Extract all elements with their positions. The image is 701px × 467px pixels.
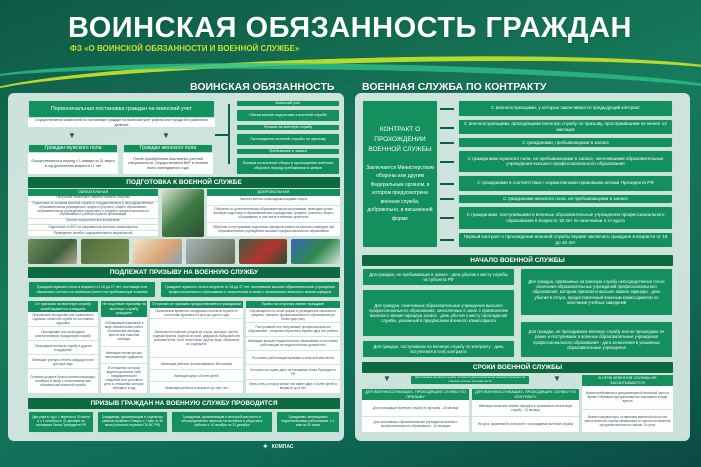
start-right <box>520 268 673 358</box>
brand-name: КОМПАС <box>271 443 294 450</box>
contract-item: Первый контракт о прохождении военной службы вправе заключать граждане в возрасте от 18 до 40 лет <box>458 232 673 249</box>
column-title: От призыва на военную службу освобождаются граждане <box>28 301 98 312</box>
conscription-group: Граждане мужского пола в возрасте от 18 до 27 лет, окончившие высшие образовательные учреждения профессионального образования и зачисленные в запас с присвоением воинского звания офицера <box>160 281 340 298</box>
duty-item: Призыв на военные сборы и прохождение военных сборов в период пребывания в запасе <box>236 157 340 175</box>
contract-item: С гражданами в соответствии с нормативными правовыми актами Президента РФ <box>458 175 673 192</box>
male-title: Граждан мужского пола <box>28 144 118 153</box>
exempt-column <box>28 301 98 394</box>
prep-voluntary-title: ДОБРОВОЛЬНАЯ <box>207 189 340 196</box>
prep-bar: ПОДГОТОВКА К ВОЕННОЙ СЛУЖБЕ <box>28 177 340 188</box>
connector-line <box>215 134 229 136</box>
photo-soldier <box>162 189 204 237</box>
column-title: В СРОК ВОЕННОЙ СЛУЖБЫ НЕ ЗАСЧИТЫВАЮТСЯ <box>582 375 673 386</box>
column-item: В отношении которых ведется дознание либо предварительное следствие или уголовное дело в отношении которых передано в суд <box>101 364 147 394</box>
male-text: Осуществляется в период с 1 января по 31 марта в год достижения возраста 17 лет <box>28 153 118 175</box>
arrow-right-icon <box>440 239 454 241</box>
contract-items <box>438 100 673 248</box>
column-item: Поступившие или получившие профессиональное образование - на время обучения и первых двух лет работы <box>246 323 340 337</box>
start-item: Для граждан, не пребывающих в запасе - день убытия к месту службы из субъекта РФ <box>362 268 515 286</box>
column-item: Имеющим ребенка, воспитываемого без матери <box>150 358 243 370</box>
photo-medical <box>133 239 182 264</box>
column-title: Не подлежат призыву на военную службу граждане <box>102 302 146 316</box>
start-bar: НАЧАЛО ВОЕННОЙ СЛУЖБЫ <box>362 255 673 266</box>
column-title: Отсрочка от призыва предоставляется гражданам <box>150 301 243 308</box>
terms-columns <box>362 375 673 433</box>
duty-item: Воинский учет <box>236 100 340 107</box>
arrow-right-icon <box>440 183 454 185</box>
prep-mandatory-title: ОБЯЗАТЕЛЬНАЯ <box>28 189 158 196</box>
column-item: Время пребывания в дисциплинарной воинской части и время отбывания дисциплинарного взыскания в виде ареста <box>582 386 673 409</box>
contract-item: С гражданами, поступившими в военные образовательные учреждения профессионального образования в возрасте 18 лет по окончании 1-го курса <box>458 206 673 229</box>
call-item: Гражданам, проживающим в сельской местности и непосредственно занятым на посевных и уборочных работах с 15 октября по 31 декабря <box>171 411 273 433</box>
terms-conscript <box>362 389 469 433</box>
column-item: Мать (отец) которых кроме них имеет двух и более детей в возрасте до 8 лет <box>246 380 340 394</box>
right-heading: ВОЕННАЯ СЛУЖБА ПО КОНТРАКТУ <box>362 81 547 93</box>
column-title: Право на отсрочку имеют граждане <box>246 301 340 308</box>
column-item: Имеющие ученую степень кандидата или доктора наук <box>28 355 98 369</box>
conscription-bar: ПОДЛЕЖАТ ПРИЗЫВУ НА ВОЕННУЮ СЛУЖБУ <box>28 267 340 278</box>
arrow-right-icon <box>440 217 454 219</box>
duty-item: Призыв на военную службу <box>236 124 340 131</box>
duty-item: Обязательная подготовка к военной службе <box>236 109 340 122</box>
call-item: Два раза в год с 1 апреля по 30 июня и с 1 октября по 31 декабря на основании Указа Президента РФ <box>28 411 94 433</box>
arrow-right-icon <box>440 108 454 110</box>
column-item: Время самовольного оставления воинской части или места военной службы независимо от причин оставления продолжительностью свыше 10 суток <box>582 410 673 433</box>
arrow-down-icon: ▼ <box>68 131 76 140</box>
arrow-right-icon <box>440 142 454 144</box>
contract-box <box>362 100 438 248</box>
prep-item: Военно-патриотическое воспитание <box>28 219 158 225</box>
column-item: Обучающиеся по очной форме в учреждениях начального, среднего, высшего профессионального образования (не более двух раз) <box>246 308 340 323</box>
column-item: Занятым постоянным уходом за отцом, матерью, женой, родным братом, родной сестрой, дедушкой, бабушкой или усыновителем, если отсутствуют другие лица, обязанные их содержать <box>150 319 243 358</box>
contract-item: С военнослужащими, проходящими военную службу по призыву, прослужившими не менее 12 месяцев <box>458 119 673 136</box>
start-item: Для граждан, поступивших на военную службу по контракту - день вступления в силу контракта <box>362 340 515 358</box>
page-title: ВОИНСКАЯ ОБЯЗАННОСТЬ ГРАЖДАН <box>68 12 632 44</box>
arrow-down-icon: ▼ <box>162 131 170 140</box>
column-item: Признанные негодными или ограниченно годными к военной службе по состоянию здоровья <box>28 312 98 327</box>
left-heading: ВОИНСКАЯ ОБЯЗАННОСТЬ <box>190 81 335 93</box>
column-item: Имеющих воинское звание офицера и призванных на военную службу - 24 месяца <box>472 400 579 416</box>
contract-title: КОНТРАКТ О ПРОХОЖДЕНИИ ВОЕННОЙ СЛУЖБЫ <box>368 125 432 154</box>
terms-excluded <box>582 375 673 433</box>
start-item: Для граждан, призванных на военную службу непосредственно после окончания образовательных учреждений профессионального образования, которым присвоено высшее звание офицера - день убытия в отпуск, предоставляемый военным комиссариатом по окончании учебных заведений <box>520 268 673 316</box>
column-title: ДЛЯ ВОЕННОСЛУЖАЩИХ, ПРОХОДЯЩИХ СЛУЖБУ ПО ПРИЗЫВУ <box>362 389 469 400</box>
photo-shooting <box>186 239 235 264</box>
prep-item: Занятия военно-прикладными видами спорта <box>207 196 340 206</box>
contract-item: С гражданами мужского пола, не пребывающими в запасе, окончившими образовательные учреждения высшего профессионального образования <box>458 150 673 173</box>
column-item: На срок, указанный в контракте о прохождении военной службы <box>472 417 579 433</box>
terms-note: Окончанием военной службы считается дата исключения военнослужащего из списков личного состава части <box>410 375 530 385</box>
column-item: Отбывающие наказание в виде обязательных работ, ограничения свободы, ареста или лишения свободы <box>101 317 147 347</box>
prep-item: Подготовка по ВУС по направлению военного комиссариата <box>28 225 158 231</box>
column-item: Имеющим ребенка в возрасте до трех лет <box>150 382 243 394</box>
registration-text: Осуществляется комиссией по постановке граждан на воинский учет района или города без районного деления <box>28 118 215 128</box>
prep-item: Проведение лечебно-оздоровительных мероприятий <box>28 231 158 237</box>
start-item: Для граждан, не проходивших военную службу или не прошедших ее ранее и поступивших в военные образовательные учреждения профессионального образования - дата зачисления в указанные образовательные учреждения <box>520 321 673 358</box>
photo-row <box>28 239 340 264</box>
footer-logo <box>262 442 294 451</box>
column-item: Прошедшие военную службу в другом государстве <box>28 341 98 355</box>
start-left <box>362 268 515 358</box>
conscription-group: Граждане мужского пола в возрасте от 18 до 27 лет, состоящие или обязанные состоять на воинском учете и не пребывающие в запасе <box>28 281 156 298</box>
column-item: Постоянно работающие врачами в сельской местности <box>246 351 340 365</box>
compass-logo-icon: ✦ <box>262 442 269 451</box>
photo-cadets <box>239 239 288 264</box>
prep-item: Получение начальных знаний в области обороны <box>28 196 158 202</box>
column-item: Имеющим двух и более детей <box>150 370 243 382</box>
registration-title: Первоначальная постановка граждан на воинский учет <box>28 100 215 118</box>
call-bar: ПРИЗЫВ ГРАЖДАН НА ВОЕННУЮ СЛУЖБУ ПРОВОДИТСЯ <box>28 398 340 409</box>
prep-mandatory <box>28 189 158 237</box>
column-title: ДЛЯ ВОЕННОСЛУЖАЩИХ, ПРОХОДЯЩИХ СЛУЖБУ ПО КОНТРАКТУ <box>472 389 579 400</box>
contract-item: С военнослужащими, у которых заканчивается предыдущий контракт <box>458 100 673 117</box>
start-item: Для граждан, окончивших образовательные учреждения высшего профессионального образования, зачисленных в запас с присвоением воинского звания офицера запаса - день убытия к месту прохождения службы, указанный в предписании военного комиссариата <box>362 289 515 337</box>
arrow-down-icon: ▼ <box>383 374 391 383</box>
arrow-right-icon <box>440 127 454 129</box>
call-item: Гражданам, проживающим в отдельных районах Крайнего Севера с 1 мая по 30 июня (согласно перечню ГШ ВС РФ) <box>97 411 168 433</box>
column-item: Проходящие или прошедшие альтернативную гражданскую службу <box>28 327 98 341</box>
prep-voluntary <box>207 189 340 237</box>
prep-item: Обучение по программам подготовки офицеров запаса на военных кафедрах при образовательных учреждениях высшего профессионального образования <box>207 223 340 237</box>
photo-training <box>81 239 130 264</box>
column-item: Которым это право дано на основании Указа Президента РФ <box>246 365 340 379</box>
duties-list <box>236 100 340 175</box>
duty-item: Пребывание в запасе <box>236 148 340 155</box>
column-item: Имеющие высшее педагогическое образование и постоянно работающие на педагогических должностях <box>246 337 340 351</box>
deferment-column <box>150 301 243 394</box>
page-subtitle: ФЗ «О ВОИНСКОЙ ОБЯЗАННОСТИ И ВОЕННОЙ СЛУЖБЕ» <box>70 44 300 53</box>
column-item: Сыновья (родные братья) военнослужащих, погибших в связи с исполнением ими обязанностей военной службы <box>28 369 98 394</box>
contract-text: Заключается Министерством обороны или другим Федеральным органом, в котором предусмотрена военная служба, добровольно, в письменной форме <box>366 164 434 222</box>
column-item: Для проходящих военную службу по призыву - 24 месяца <box>362 400 469 416</box>
conscription-columns <box>28 301 340 394</box>
column-item: Признанным временно негодными к военной службе по состоянию здоровья на срок до одного года <box>150 308 243 320</box>
column-item: Для окончивших образовательные учреждения высшего профессионального образования - 12 месяцев <box>362 417 469 433</box>
prep-item: Подготовка по основам военной службы в государственных и негосударственных образовательных учреждениях среднего (полного) общего образования, образовательных учреждениях начального и среднего профессионального образования и учебных пунктах организаций <box>28 202 158 219</box>
female-title: Граждан женского пола <box>123 144 213 153</box>
duty-item: Прохождение военной службы по призыву <box>236 133 340 146</box>
contract-item: С гражданами женского пола, не пребывающими в запасе <box>458 194 673 205</box>
terms-bar: СРОКИ ВОЕННОЙ СЛУЖБЫ <box>362 362 673 373</box>
terms-contract <box>472 389 579 433</box>
photo-marching <box>28 239 77 264</box>
arrow-right-icon <box>440 198 454 200</box>
deferment-right-column <box>246 301 340 394</box>
arrow-down-icon: ▼ <box>553 374 561 383</box>
not-subject-column <box>101 301 147 394</box>
prep-item: Обучение по дополнительным образовательным программам, имеющим целью военную подготовку в образовательных учреждениях среднего (полного) общего образования, в том числе в военных оркестрах <box>207 206 340 223</box>
call-item: Гражданам, являющимся педагогическими работниками, с 1 мая по 30 июня <box>276 411 340 433</box>
contract-item: С гражданами, пребывающими в запасе <box>458 137 673 148</box>
column-item: Имеющие неснятую или непогашенную судимость <box>101 347 147 364</box>
call-items <box>28 411 340 433</box>
female-text: После приобретения ими военно-учетной специальности. Осуществляется ВКР в течение всего календарного года <box>123 153 213 175</box>
photo-parade <box>291 239 340 264</box>
arrow-right-icon <box>440 161 454 163</box>
